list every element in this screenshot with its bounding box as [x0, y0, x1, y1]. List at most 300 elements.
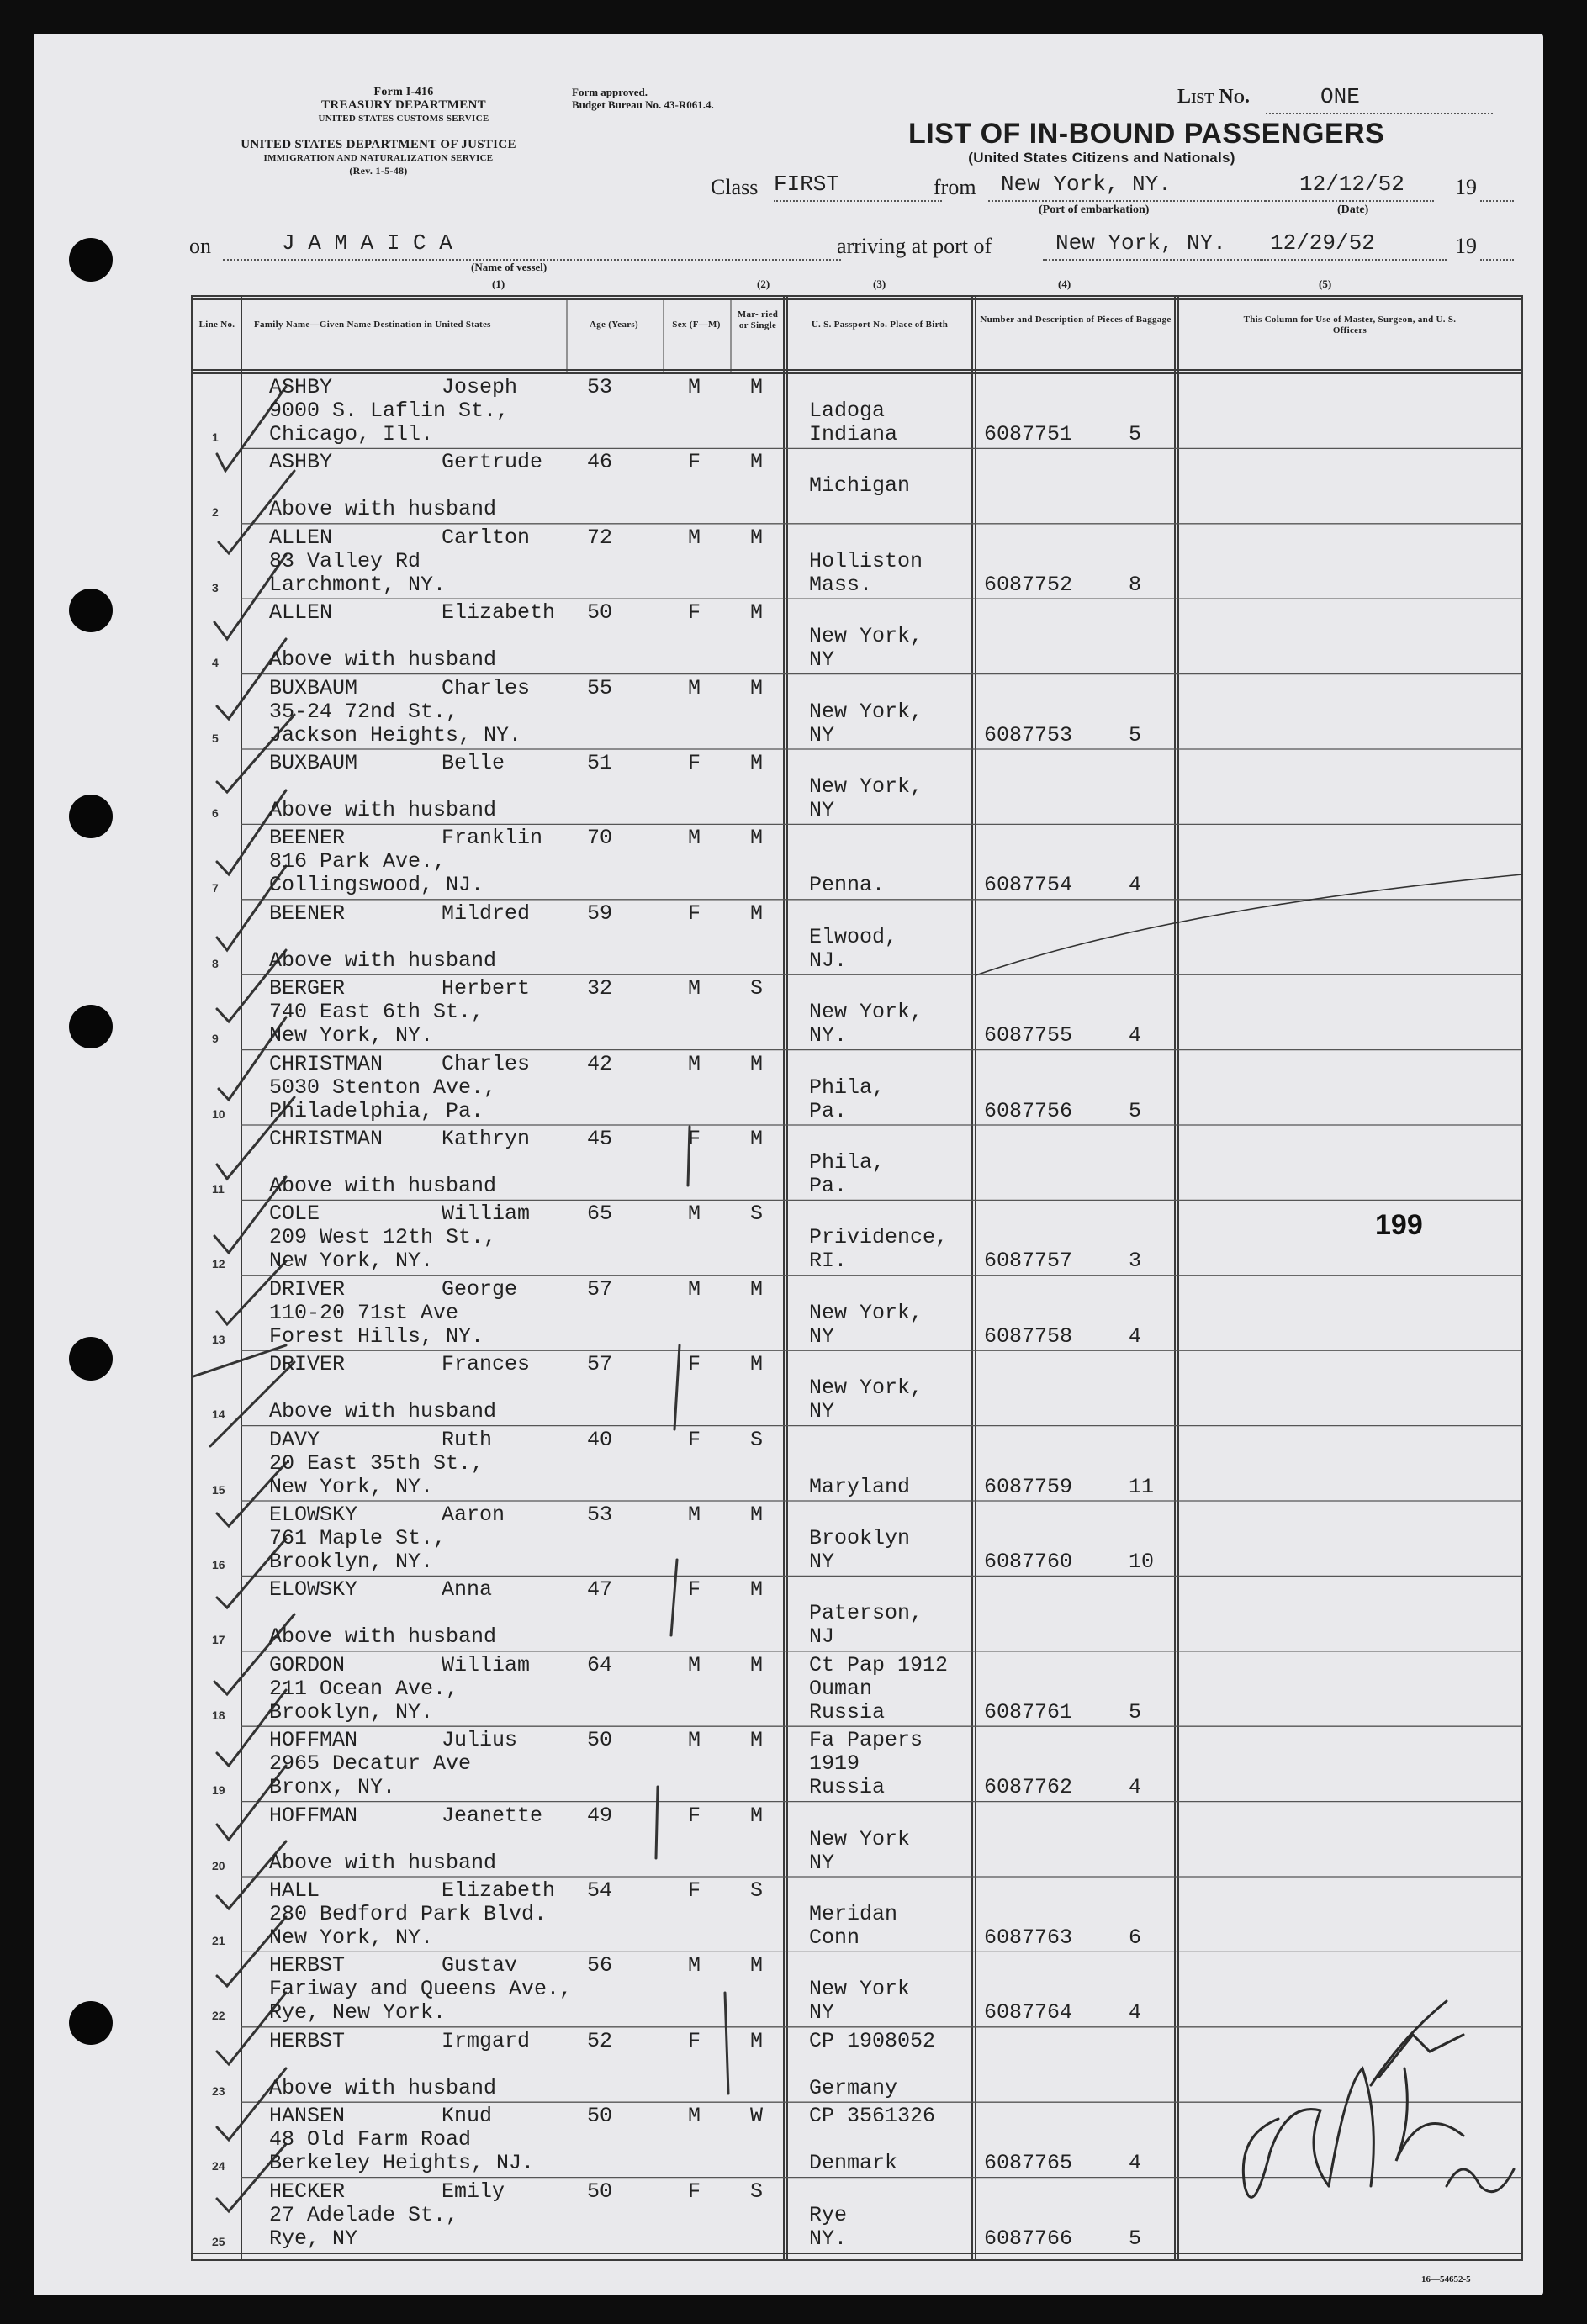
baggage-number: 6087754	[984, 873, 1073, 898]
family-name: HERBST	[269, 2028, 346, 2053]
marital-status: S	[750, 2179, 764, 2204]
table-row	[34, 749, 1543, 824]
baggage-number: 6087751	[984, 422, 1073, 446]
family-name: ASHBY	[269, 450, 333, 475]
address-line-2: Above with husband	[269, 948, 497, 973]
baggage-number: 6087761	[984, 1699, 1073, 1725]
table-row	[34, 2027, 1543, 2102]
address-line-1: 740 East 6th St.,	[269, 1000, 484, 1025]
age: 53	[587, 1503, 613, 1527]
col-age: Age (Years)	[590, 320, 638, 330]
given-name: Elizabeth	[442, 600, 556, 626]
sex: M	[688, 1051, 701, 1076]
passport-line-3: NY.	[809, 1023, 848, 1048]
sex: M	[688, 976, 701, 1001]
given-name: Carlton	[442, 525, 531, 550]
form-subtitle: (United States Citizens and Nationals)	[968, 150, 1235, 166]
line-number: 11	[212, 1182, 225, 1196]
address-line-1: 280 Bedford Park Blvd.	[269, 1902, 548, 1926]
baggage-pieces: 4	[1129, 1323, 1142, 1349]
passport-line-1: Fa Papers	[809, 1728, 923, 1753]
family-name: ELOWSKY	[269, 1503, 358, 1527]
address-line-2: Brooklyn, NY.	[269, 1550, 434, 1574]
embarkation-caption: (Port of embarkation)	[1039, 203, 1150, 216]
passport-line-3: NJ.	[809, 948, 848, 973]
family-name: BUXBAUM	[269, 675, 358, 700]
table-row	[34, 524, 1543, 599]
passport-line-2: Michigan	[809, 473, 911, 499]
sex: M	[688, 1503, 701, 1527]
line-number: 9	[212, 1032, 219, 1046]
table-row	[34, 1350, 1543, 1425]
address-line-2: Above with husband	[269, 497, 497, 522]
address-line-1: 20 East 35th St.,	[269, 1450, 484, 1476]
given-name: William	[442, 1202, 531, 1227]
family-name: HERBST	[269, 1953, 346, 1978]
form-title: LIST OF IN-BOUND PASSENGERS	[908, 118, 1385, 150]
address-line-2: Above with husband	[269, 1174, 497, 1198]
family-name: ASHBY	[269, 375, 333, 399]
age: 47	[587, 1577, 613, 1603]
col-number-3: (3)	[873, 277, 886, 290]
family-name: HALL	[269, 1878, 320, 1903]
address-line-2: Brooklyn, NY.	[269, 1699, 434, 1725]
line-number: 23	[212, 2084, 225, 2098]
passport-line-3: Russia	[809, 1775, 886, 1800]
arrival-date: 12/29/52	[1270, 230, 1375, 256]
embarkation-date: 12/12/52	[1299, 172, 1404, 197]
revision: (Rev. 1-5-48)	[349, 165, 408, 177]
address-line-2: Bronx, NY.	[269, 1775, 396, 1800]
baggage-number: 6087765	[984, 2151, 1073, 2176]
passport-line-2: Phila,	[809, 1075, 886, 1100]
vessel-name: J A M A I C A	[282, 230, 452, 256]
form-approved: Form approved.	[572, 86, 648, 98]
marital-status: M	[750, 1577, 764, 1603]
age: 57	[587, 1352, 613, 1377]
col-number-4: (4)	[1058, 277, 1071, 290]
passport-line-2: New York	[809, 1977, 911, 2002]
col-number-1: (1)	[492, 277, 505, 290]
arrival-port: New York, NY.	[1055, 230, 1226, 256]
line-number: 1	[212, 430, 219, 444]
passport-line-3: NY	[809, 722, 835, 747]
form-number: Form I-416	[373, 86, 434, 98]
baggage-number: 6087753	[984, 722, 1073, 747]
age: 32	[587, 976, 613, 1001]
baggage-pieces: 5	[1129, 2226, 1142, 2251]
passport-line-2: New York,	[809, 774, 923, 799]
address-line-2: New York, NY.	[269, 1249, 434, 1274]
marital-status: M	[750, 826, 764, 851]
address-line-2: New York, NY.	[269, 1474, 434, 1499]
col-sex: Sex (F—M)	[672, 320, 721, 330]
family-name: ALLEN	[269, 525, 333, 550]
passport-line-3: NY	[809, 1850, 835, 1875]
marital-status: S	[750, 1878, 764, 1903]
address-line-2: Above with husband	[269, 1850, 497, 1875]
marital-status: M	[750, 1728, 764, 1753]
sex: F	[688, 450, 701, 475]
baggage-number: 6087752	[984, 572, 1073, 597]
table-row	[34, 448, 1543, 523]
given-name: Herbert	[442, 976, 531, 1001]
arriving-label: arriving at port of	[837, 234, 992, 258]
budget-bureau: Budget Bureau No. 43-R061.4.	[572, 98, 714, 111]
address-line-2: Philadelphia, Pa.	[269, 1098, 484, 1123]
passport-line-3: RI.	[809, 1249, 848, 1274]
passport-line-3: Germany	[809, 2075, 898, 2100]
line-number: 6	[212, 806, 219, 820]
line-number: 18	[212, 1708, 225, 1722]
passport-line-3: NY.	[809, 2226, 848, 2251]
baggage-pieces: 4	[1129, 2000, 1142, 2026]
passport-line-3: Indiana	[809, 422, 898, 446]
marital-status: M	[750, 450, 764, 475]
table-row	[34, 824, 1543, 899]
marital-status: W	[750, 2104, 764, 2129]
line-number: 7	[212, 881, 219, 895]
baggage-number: 6087758	[984, 1323, 1073, 1349]
passport-line-2: New York,	[809, 699, 923, 724]
given-name: Ruth	[442, 1427, 493, 1452]
given-name: Charles	[442, 1051, 531, 1076]
table-row	[34, 1576, 1543, 1651]
baggage-number: 6087760	[984, 1550, 1073, 1574]
age: 53	[587, 375, 613, 399]
year-label: 19	[1455, 175, 1477, 199]
sex: M	[688, 1202, 701, 1227]
print-code: 16—54652-5	[1421, 2274, 1471, 2284]
year-label-2: 19	[1455, 234, 1477, 258]
marital-status: M	[750, 901, 764, 926]
family-name: DRIVER	[269, 1352, 346, 1377]
given-name: Franklin	[442, 826, 543, 851]
col-married: Mar- ried or Single	[737, 309, 779, 330]
age: 50	[587, 1728, 613, 1753]
sex: F	[688, 751, 701, 775]
age: 57	[587, 1276, 613, 1302]
marital-status: S	[750, 976, 764, 1001]
baggage-number: 6087762	[984, 1775, 1073, 1800]
passport-line-3: Mass.	[809, 572, 873, 597]
sex: F	[688, 1878, 701, 1903]
family-name: HOFFMAN	[269, 1803, 358, 1828]
given-name: Joseph	[442, 375, 518, 399]
address-line-2: Forest Hills, NY.	[269, 1323, 484, 1349]
family-name: BUXBAUM	[269, 751, 358, 775]
passport-line-3: NY	[809, 1323, 835, 1349]
sex: F	[688, 2179, 701, 2204]
table-row	[34, 1125, 1543, 1200]
line-number: 20	[212, 1858, 225, 1872]
table-row	[34, 674, 1543, 749]
given-name: Gertrude	[442, 450, 543, 475]
given-name: Kathryn	[442, 1127, 531, 1151]
marital-status: M	[750, 525, 764, 550]
age: 64	[587, 1652, 613, 1677]
table-row	[34, 974, 1543, 1049]
address-line-1: 816 Park Ave.,	[269, 849, 447, 874]
table-row	[34, 1802, 1543, 1877]
age: 45	[587, 1127, 613, 1151]
family-name: COLE	[269, 1202, 320, 1227]
passport-line-3: NY	[809, 647, 835, 673]
line-number: 3	[212, 580, 219, 594]
marital-status: M	[750, 1803, 764, 1828]
table-row	[34, 1501, 1543, 1576]
passport-line-1: CP 3561326	[809, 2104, 936, 2129]
vessel-caption: (Name of vessel)	[471, 261, 548, 273]
given-name: Gustav	[442, 1953, 518, 1978]
class-value: FIRST	[774, 172, 840, 197]
col-baggage: Number and Description of Pieces of Baggage	[980, 314, 1172, 325]
passport-line-2: Prividence,	[809, 1225, 949, 1250]
sex: M	[688, 1728, 701, 1753]
marital-status: M	[750, 675, 764, 700]
col-officers: This Column for Use of Master, Surgeon, and U. S. Officers	[1243, 314, 1457, 335]
age: 40	[587, 1427, 613, 1452]
sex: F	[688, 901, 701, 926]
passport-line-3: Conn	[809, 1925, 860, 1950]
table-row	[34, 1726, 1543, 1801]
family-name: BEENER	[269, 901, 346, 926]
address-line-2: New York, NY.	[269, 1925, 434, 1950]
given-name: Emily	[442, 2179, 505, 2204]
age: 72	[587, 525, 613, 550]
passport-line-2: New York,	[809, 1376, 923, 1401]
family-name: ALLEN	[269, 600, 333, 626]
sex: F	[688, 1427, 701, 1452]
family-name: DRIVER	[269, 1276, 346, 1302]
baggage-pieces: 10	[1129, 1550, 1155, 1574]
age: 50	[587, 2104, 613, 2129]
address-line-2: Collingswood, NJ.	[269, 873, 484, 898]
table-row	[34, 2102, 1543, 2177]
given-name: Jeanette	[442, 1803, 543, 1828]
passport-line-3: NJ	[809, 1624, 835, 1650]
family-name: HANSEN	[269, 2104, 346, 2129]
line-number: 13	[212, 1332, 225, 1346]
address-line-2: Rye, NY	[269, 2226, 358, 2251]
line-number: 12	[212, 1257, 225, 1271]
baggage-pieces: 5	[1129, 722, 1142, 747]
passport-line-2: Ladoga	[809, 399, 886, 423]
line-number: 2	[212, 505, 219, 520]
table-row	[34, 1276, 1543, 1350]
passport-line-2: New York,	[809, 1000, 923, 1025]
sex: M	[688, 826, 701, 851]
family-name: HECKER	[269, 2179, 346, 2204]
address-line-2: Above with husband	[269, 2075, 497, 2100]
page-stamp-number: 199	[1375, 1209, 1423, 1241]
baggage-pieces: 5	[1129, 1098, 1142, 1123]
passport-line-2: New York	[809, 1826, 911, 1851]
address-line-1: 35-24 72nd St.,	[269, 699, 459, 724]
line-number: 24	[212, 2159, 225, 2173]
baggage-pieces: 11	[1129, 1474, 1155, 1499]
family-name: HOFFMAN	[269, 1728, 358, 1753]
address-line-2: Rye, New York.	[269, 2000, 447, 2026]
address-line-2: Above with husband	[269, 1399, 497, 1424]
passport-line-3: NY	[809, 2000, 835, 2026]
address-line-1: 9000 S. Laflin St.,	[269, 399, 510, 423]
line-number: 10	[212, 1107, 225, 1121]
baggage-number: 6087764	[984, 2000, 1073, 2026]
family-name: CHRISTMAN	[269, 1051, 384, 1076]
baggage-number: 6087766	[984, 2226, 1073, 2251]
marital-status: M	[750, 1953, 764, 1978]
line-number: 19	[212, 1783, 225, 1798]
passport-line-2: Brooklyn	[809, 1526, 911, 1550]
passport-line-3: Pa.	[809, 1098, 848, 1123]
address-line-2: Jackson Heights, NY.	[269, 722, 522, 747]
col-number-5: (5)	[1319, 277, 1332, 290]
marital-status: M	[750, 1276, 764, 1302]
sex: F	[688, 600, 701, 626]
list-label: List No.	[1177, 86, 1250, 108]
table-row	[34, 1877, 1543, 1952]
age: 49	[587, 1803, 613, 1828]
age: 52	[587, 2028, 613, 2053]
baggage-pieces: 6	[1129, 1925, 1142, 1950]
ins: IMMIGRATION AND NATURALIZATION SERVICE	[263, 153, 494, 163]
address-line-1: 2965 Decatur Ave	[269, 1751, 472, 1777]
col-passport: U. S. Passport No. Place of Birth	[811, 320, 949, 330]
line-number: 21	[212, 1934, 225, 1947]
address-line-1: 209 West 12th St.,	[269, 1225, 497, 1250]
embarkation-port: New York, NY.	[1001, 172, 1172, 197]
sex: F	[688, 1577, 701, 1603]
table-row	[34, 1050, 1543, 1125]
age: 46	[587, 450, 613, 475]
age: 51	[587, 751, 613, 775]
address-line-1: 83 Valley Rd	[269, 548, 421, 573]
col-number-2: (2)	[757, 277, 770, 290]
sex: M	[688, 1953, 701, 1978]
passport-line-2: Meridan	[809, 1902, 898, 1926]
given-name: George	[442, 1276, 518, 1302]
baggage-number: 6087763	[984, 1925, 1073, 1950]
on-label: on	[189, 234, 211, 258]
table-row	[34, 1200, 1543, 1275]
col-line-no: Line No.	[198, 320, 235, 330]
baggage-pieces: 3	[1129, 1249, 1142, 1274]
sex: F	[688, 2028, 701, 2053]
passport-line-2: New York,	[809, 1300, 923, 1325]
address-line-1: 211 Ocean Ave.,	[269, 1676, 459, 1701]
line-number: 16	[212, 1558, 225, 1571]
line-number: 4	[212, 656, 219, 670]
table-row	[34, 900, 1543, 974]
passport-line-2: Rye	[809, 2202, 848, 2227]
passport-line-3: NY	[809, 1550, 835, 1574]
sex: M	[688, 525, 701, 550]
line-number: 14	[212, 1408, 225, 1422]
address-line-2: Above with husband	[269, 647, 497, 673]
marital-status: M	[750, 1352, 764, 1377]
age: 70	[587, 826, 613, 851]
line-number: 8	[212, 956, 219, 970]
given-name: Charles	[442, 675, 531, 700]
marital-status: M	[750, 751, 764, 775]
given-name: Irmgard	[442, 2028, 531, 2053]
baggage-number: 6087756	[984, 1098, 1073, 1123]
baggage-pieces: 5	[1129, 422, 1142, 446]
age: 50	[587, 2179, 613, 2204]
department: TREASURY DEPARTMENT	[321, 98, 486, 112]
given-name: Julius	[442, 1728, 518, 1753]
family-name: DAVY	[269, 1427, 320, 1452]
address-line-2: Above with husband	[269, 798, 497, 822]
passport-line-1: CP 1908052	[809, 2028, 936, 2053]
baggage-pieces: 8	[1129, 572, 1142, 597]
address-line-2: Chicago, Ill.	[269, 422, 434, 446]
baggage-pieces: 4	[1129, 1775, 1142, 1800]
passport-line-2: Ouman	[809, 1676, 873, 1701]
passport-line-3: Penna.	[809, 873, 886, 898]
table-row	[34, 1426, 1543, 1501]
age: 65	[587, 1202, 613, 1227]
table-row	[34, 2178, 1543, 2253]
address-line-1: 48 Old Farm Road	[269, 2127, 472, 2152]
baggage-pieces: 4	[1129, 1023, 1142, 1048]
line-number: 25	[212, 2234, 225, 2248]
marital-status: M	[750, 1127, 764, 1151]
passport-line-3: Pa.	[809, 1174, 848, 1198]
sex: F	[688, 1352, 701, 1377]
marital-status: M	[750, 1652, 764, 1677]
passport-line-2: New York,	[809, 624, 923, 649]
passport-line-3: NY	[809, 798, 835, 822]
given-name: Mildred	[442, 901, 531, 926]
passport-line-3: Russia	[809, 1699, 886, 1725]
family-name: ELOWSKY	[269, 1577, 358, 1603]
from-label: from	[934, 175, 976, 199]
given-name: Anna	[442, 1577, 493, 1603]
given-name: Frances	[442, 1352, 531, 1377]
family-name: GORDON	[269, 1652, 346, 1677]
marital-status: S	[750, 1202, 764, 1227]
given-name: Aaron	[442, 1503, 505, 1527]
class-label: Class	[711, 175, 759, 199]
address-line-2: Berkeley Heights, NJ.	[269, 2151, 535, 2176]
list-number: ONE	[1320, 84, 1360, 109]
baggage-number: 6087757	[984, 1249, 1073, 1274]
sex: M	[688, 375, 701, 399]
line-number: 5	[212, 731, 219, 745]
age: 50	[587, 600, 613, 626]
address-line-1: 5030 Stenton Ave.,	[269, 1075, 497, 1100]
baggage-pieces: 5	[1129, 1699, 1142, 1725]
doj: UNITED STATES DEPARTMENT OF JUSTICE	[241, 138, 516, 151]
manifest-page	[34, 34, 1543, 2295]
family-name: BERGER	[269, 976, 346, 1001]
passport-line-3: Maryland	[809, 1474, 911, 1499]
line-number: 17	[212, 1633, 225, 1647]
passport-line-2: Phila,	[809, 1150, 886, 1175]
passport-line-2: Holliston	[809, 548, 923, 573]
marital-status: M	[750, 600, 764, 626]
address-line-1: 761 Maple St.,	[269, 1526, 447, 1550]
marital-status: M	[750, 2028, 764, 2053]
sex: F	[688, 1127, 701, 1151]
age: 56	[587, 1953, 613, 1978]
passport-line-2: Paterson,	[809, 1601, 923, 1626]
sex: M	[688, 1652, 701, 1677]
family-name: CHRISTMAN	[269, 1127, 384, 1151]
address-line-2: Larchmont, NY.	[269, 572, 447, 597]
